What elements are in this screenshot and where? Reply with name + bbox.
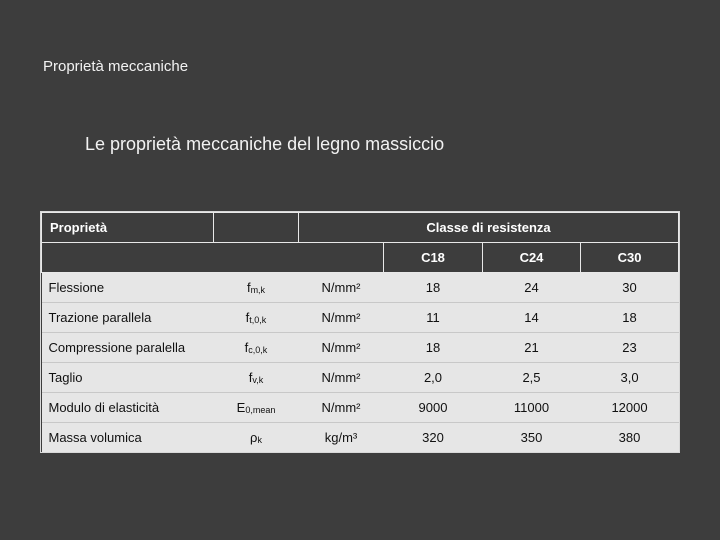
row-symbol	[214, 303, 299, 333]
table-row	[42, 423, 679, 453]
symbol-sub: m,k	[250, 285, 266, 295]
row-value-c30: 12000	[581, 393, 679, 423]
row-value-c18: 320	[384, 423, 483, 453]
table-row	[42, 303, 679, 333]
symbol-main: f	[244, 340, 249, 355]
row-symbol	[214, 423, 299, 453]
symbol-sub: 0,mean	[245, 405, 276, 415]
symbol-main: f	[248, 370, 253, 385]
table-row	[42, 363, 679, 393]
header-class: Classe di resistenza	[299, 213, 679, 243]
row-name: Massa volumica	[42, 423, 214, 453]
row-value-c18: 18	[384, 333, 483, 363]
table-row	[42, 273, 679, 303]
row-symbol	[214, 363, 299, 393]
row-value-c18: 18	[384, 273, 483, 303]
row-value-c30: 18	[581, 303, 679, 333]
table-header-row	[42, 213, 679, 243]
row-value-c18: 9000	[384, 393, 483, 423]
symbol-sub: t,0,k	[249, 315, 267, 325]
symbol-sub: v,k	[252, 375, 264, 385]
table-row	[42, 393, 679, 423]
table-subheader-row	[42, 243, 679, 273]
row-name: Taglio	[42, 363, 214, 393]
header-symbol-blank	[214, 213, 299, 243]
symbol-main: E	[236, 400, 246, 415]
row-value-c18: 2,0	[384, 363, 483, 393]
row-name: Compressione paralella	[42, 333, 214, 363]
header-property: Proprietà	[42, 213, 214, 243]
row-name: Modulo di elasticità	[42, 393, 214, 423]
row-name: Flessione	[42, 273, 214, 303]
row-symbol	[214, 273, 299, 303]
row-unit: N/mm²	[299, 303, 384, 333]
row-symbol	[214, 393, 299, 423]
symbol-main: f	[246, 280, 251, 295]
row-unit: N/mm²	[299, 393, 384, 423]
symbol-main: ρ	[250, 430, 258, 445]
row-value-c30: 30	[581, 273, 679, 303]
slide-header: Proprietà meccaniche	[43, 58, 189, 75]
class-c24: C24	[483, 243, 581, 273]
symbol-sub: k	[257, 435, 262, 445]
row-unit: kg/m³	[299, 423, 384, 453]
row-value-c30: 23	[581, 333, 679, 363]
subheader-blank	[42, 243, 384, 273]
row-value-c24: 24	[483, 273, 581, 303]
class-c30: C30	[581, 243, 679, 273]
slide-title: Le proprietà meccaniche del legno massiccio	[85, 134, 445, 154]
row-unit: N/mm²	[299, 273, 384, 303]
row-value-c30: 3,0	[581, 363, 679, 393]
row-unit: N/mm²	[299, 333, 384, 363]
properties-table	[41, 212, 679, 452]
row-name: Trazione parallela	[42, 303, 214, 333]
row-value-c24: 14	[483, 303, 581, 333]
table-row	[42, 333, 679, 363]
row-value-c18: 11	[384, 303, 483, 333]
symbol-main: f	[245, 310, 250, 325]
row-value-c24: 2,5	[483, 363, 581, 393]
row-value-c30: 380	[581, 423, 679, 453]
row-unit: N/mm²	[299, 363, 384, 393]
row-symbol	[214, 333, 299, 363]
row-value-c24: 350	[483, 423, 581, 453]
row-value-c24: 11000	[483, 393, 581, 423]
class-c18: C18	[384, 243, 483, 273]
symbol-sub: c,0,k	[248, 345, 268, 355]
row-value-c24: 21	[483, 333, 581, 363]
